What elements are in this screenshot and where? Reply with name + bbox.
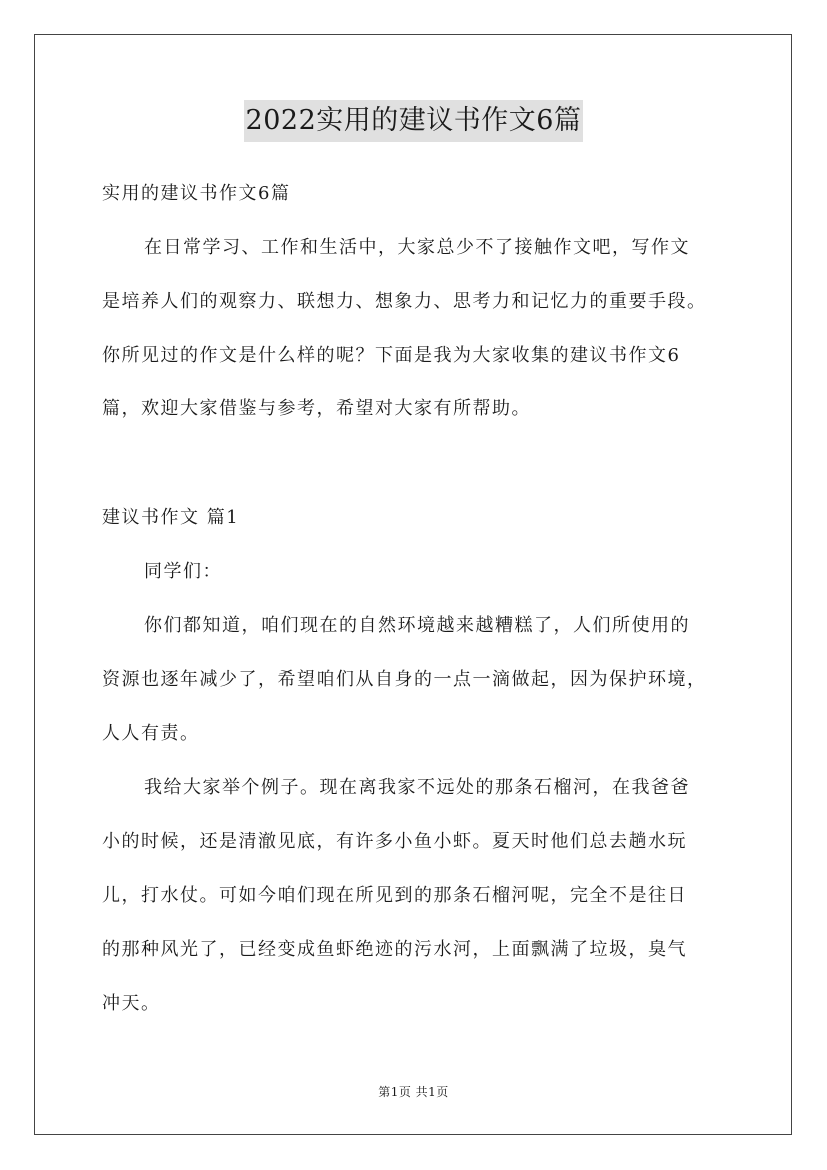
page-number-footer: 第1页 共1页: [378, 1085, 449, 1099]
salutation: 同学们：: [144, 561, 222, 582]
document-title: 2022实用的建议书作文6篇: [244, 100, 584, 142]
intro-line: 篇，欢迎大家借鉴与参考，希望对大家有所帮助。: [102, 398, 531, 419]
intro-line: 是培养人们的观察力、联想力、想象力、思考力和记忆力的重要手段。: [102, 291, 707, 312]
paragraph-line: 小的时候，还是清澈见底，有许多小鱼小虾。夏天时他们总去趟水玩: [102, 831, 687, 852]
intro-line: 在日常学习、工作和生活中，大家总少不了接触作文吧，写作文: [144, 237, 690, 258]
paragraph-line: 人人有责。: [102, 723, 200, 744]
paragraph-line: 的那种风光了，已经变成鱼虾绝迹的污水河，上面飘满了垃圾，臭气: [102, 939, 687, 960]
paragraph-line: 冲天。: [102, 993, 161, 1014]
section-heading: 建议书作文 篇1: [102, 507, 240, 528]
paragraph-line: 你们都知道，咱们现在的自然环境越来越糟糕了，人们所使用的: [144, 615, 690, 636]
paragraph-line: 我给大家举个例子。现在离我家不远处的那条石榴河，在我爸爸: [144, 777, 690, 798]
paragraph-line: 资源也逐年减少了，希望咱们从自身的一点一滴做起，因为保护环境，: [102, 669, 707, 690]
intro-line: 你所见过的作文是什么样的呢？下面是我为大家收集的建议书作文6: [102, 345, 681, 366]
title-container: [0, 100, 827, 142]
document-subtitle: 实用的建议书作文6篇: [102, 183, 291, 204]
paragraph-line: 儿，打水仗。可如今咱们现在所见到的那条石榴河呢，完全不是往日: [102, 885, 687, 906]
